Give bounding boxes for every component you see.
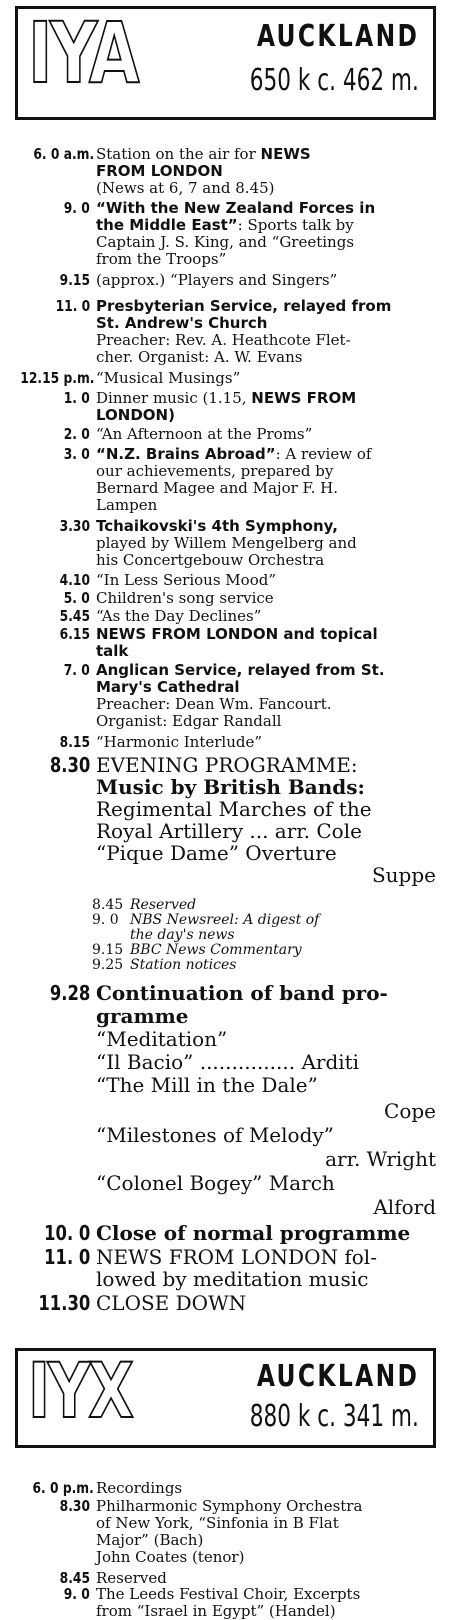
frequency: 880 k c. 341 m. (249, 1399, 419, 1434)
station-header-iya (15, 6, 436, 120)
station-header-iyx (15, 1348, 436, 1448)
listing-text: Station on the air for NEWS FROM LONDON (News at 6, 7 and 8.45) (96, 146, 436, 197)
listing-time: 5. 0 (63, 589, 90, 607)
listing-time: 1. 0 (63, 389, 90, 407)
frequency: 650 k c. 462 m. (249, 63, 419, 98)
listing-text: Presbyterian Service, relayed from St. Andrew's Church Preacher: Rev. A. Heathcote Flet- cher. Organist: A. W. Evans (96, 297, 392, 366)
evening-heading: EVENING PROGRAMME: (96, 753, 358, 777)
listing-time: 6. 0 a.m. (33, 145, 94, 163)
listing-time: 7. 0 (63, 661, 90, 679)
listing-time: 9. 0 (63, 199, 90, 217)
listing-time: 3.30 (59, 517, 90, 535)
listing-time: 2. 0 (63, 425, 90, 443)
listing-text: “As the Day Declines” (96, 607, 262, 625)
notice-row: 9. 0 NBS Newsreel: A digest of (92, 912, 320, 928)
evening-text (96, 754, 436, 886)
listing-time: 6.15 (59, 625, 90, 643)
listing-text: Tchaikovski's 4th Symphony, played by Willem Mengelberg and his Concertgebouw Orchestra (96, 517, 357, 569)
evening-line: Royal Artillery ... arr. Cole (96, 819, 362, 843)
callsign: IYA (28, 4, 138, 102)
evening-time: 8.30 (49, 753, 90, 777)
evening-subheading: Music by British Bands: (96, 775, 365, 799)
listing-time: 3. 0 (63, 445, 90, 463)
listing-text: “Musical Musings” (96, 369, 241, 387)
listing-time: 9.15 (59, 271, 90, 289)
listing-text: Children's song service (96, 589, 274, 607)
listing-time: 11. 0 (55, 297, 90, 315)
notice-row: the day's news (130, 927, 235, 943)
listing-text: “In Less Serious Mood” (96, 571, 276, 589)
notice-row: 9.15 BBC News Commentary (92, 942, 302, 958)
listing-text: “Harmonic Interlude” (96, 733, 263, 751)
listing-note: (News at 6, 7 and 8.45) (96, 179, 275, 197)
listing-text: NEWS FROM LONDON and topical talk (96, 625, 378, 660)
evening-line: “Pique Dame” Overture (96, 841, 337, 865)
listing-time: 12.15 p.m. (19, 369, 94, 387)
listing-text: Anglican Service, relayed from St. Mary's Cathedral Preacher: Dean Wm. Fancourt. Organist: Edgar Randall (96, 661, 385, 730)
listing-time: 5.45 (59, 607, 90, 625)
listing-text: “N.Z. Brains Abroad”: A review of our achievements, prepared by Bernard Magee and Major F. H. Lampen (96, 445, 372, 514)
notice-row: 8.45 Reserved (92, 897, 197, 913)
evening-composer: Suppe (371, 863, 436, 887)
evening-line: Regimental Marches of the (96, 797, 372, 821)
listing-text: (approx.) “Players and Singers” (96, 271, 338, 289)
callsign: IYX (28, 1346, 132, 1435)
listing-time: 8.15 (59, 733, 90, 751)
city: AUCKLAND (256, 1359, 419, 1394)
listing-time: 4.10 (59, 571, 90, 589)
listing-text: “An Afternoon at the Proms” (96, 425, 313, 443)
listing-text: “With the New Zealand Forces in the Middle East”: Sports talk by Captain J. S. King, and “Greetings from the Troops” (96, 199, 376, 268)
city: AUCKLAND (256, 19, 419, 54)
notice-row: 9.25 Station notices (92, 957, 237, 973)
listing-text: Dinner music (1.15, NEWS FROM LONDON) (96, 389, 357, 424)
